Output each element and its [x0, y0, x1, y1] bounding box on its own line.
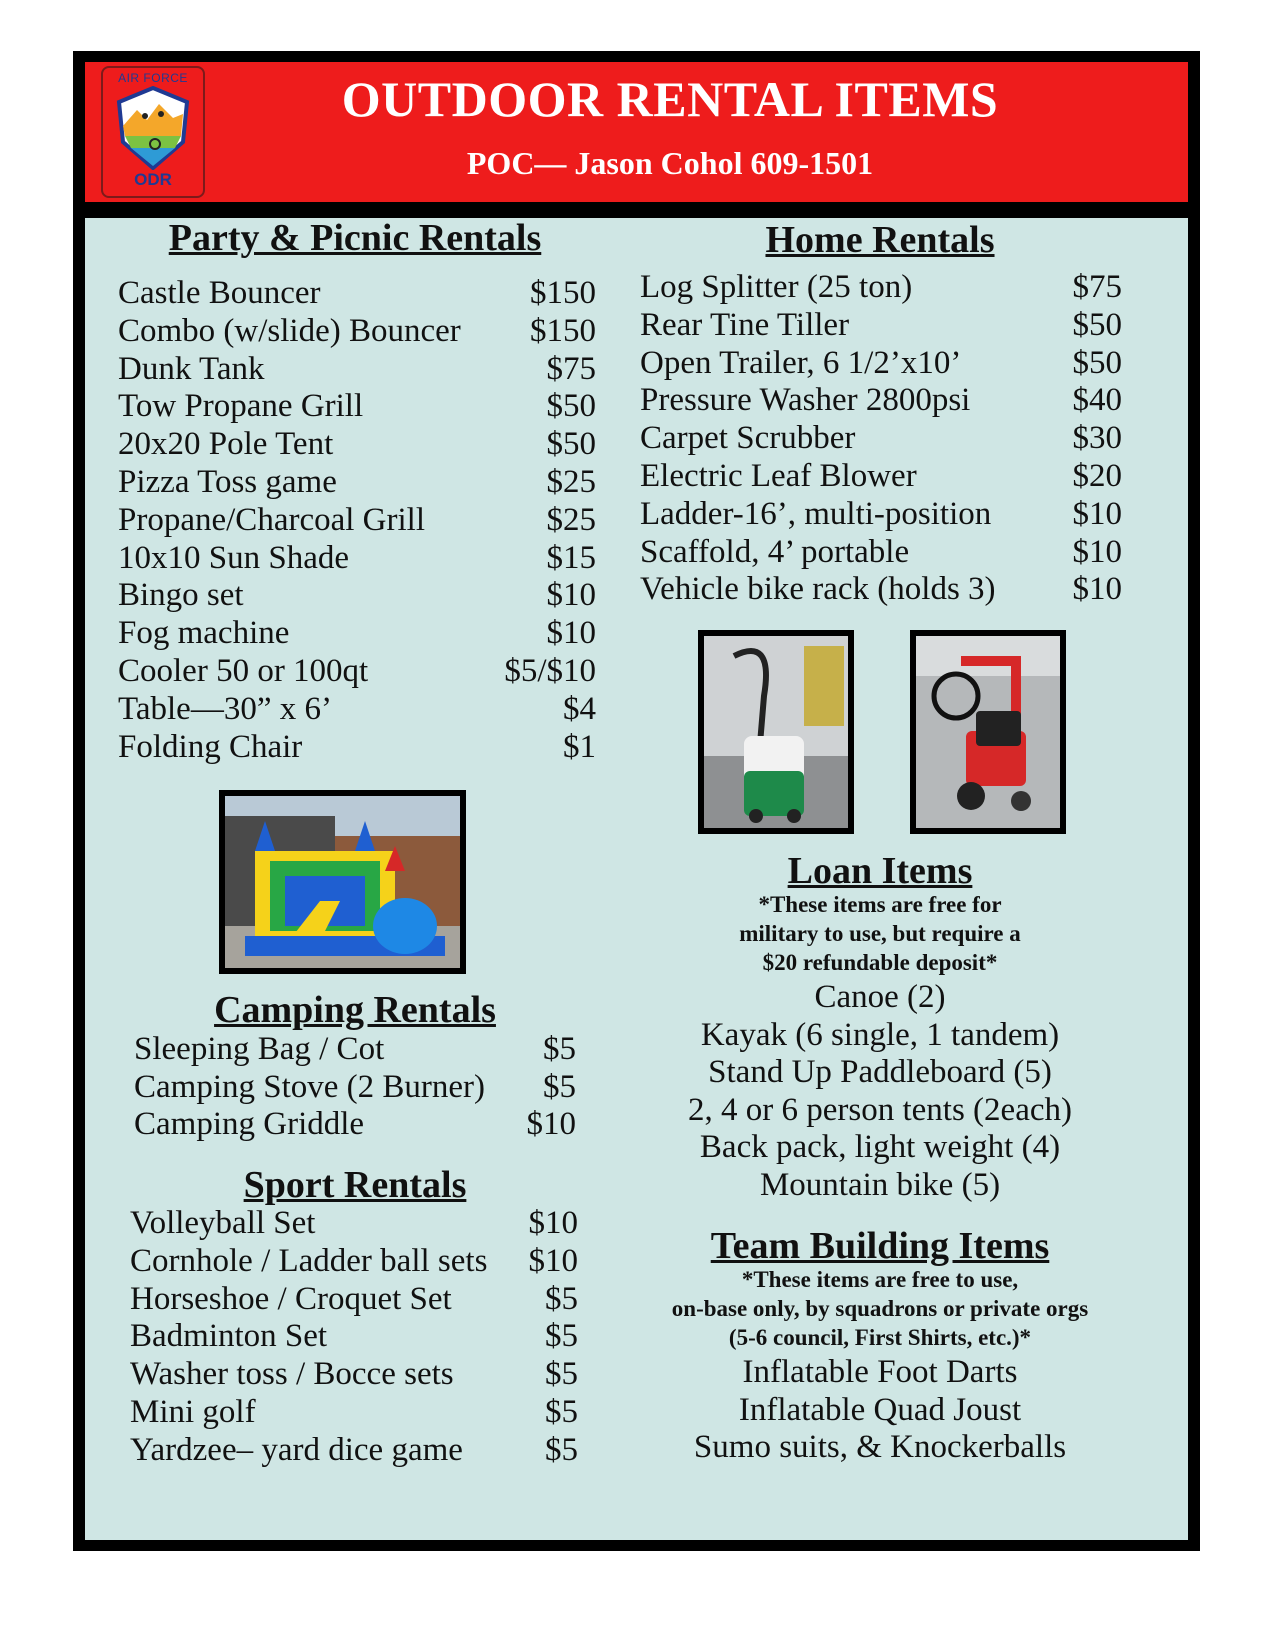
camping-item-price: $5 — [543, 1031, 576, 1067]
team-note-line: *These items are free to use, — [741, 1267, 1019, 1292]
loan-item: Canoe (2) — [814, 979, 946, 1015]
sport-item-row — [130, 1431, 578, 1470]
party-item-price: $4 — [563, 690, 596, 727]
home-item-price: $10 — [1072, 495, 1122, 532]
party-item-name: 10x10 Sun Shade — [118, 539, 349, 576]
party-item-name: Combo (w/slide) Bouncer — [118, 312, 461, 349]
camping-item-name: Camping Griddle — [134, 1106, 365, 1142]
party-item-row — [118, 728, 596, 767]
odr-logo — [101, 66, 205, 198]
party-section-title: Party & Picnic Rentals — [168, 217, 542, 259]
home-item-price: $40 — [1072, 382, 1122, 419]
party-item-row — [118, 690, 596, 729]
loan-note-line: *These items are free for — [758, 892, 1002, 917]
sport-item-price: $5 — [545, 1431, 578, 1468]
party-item-price: $10 — [546, 577, 596, 614]
party-item-name: Bingo set — [118, 577, 244, 614]
home-item-row — [640, 460, 1122, 496]
party-item-name: Dunk Tank — [118, 350, 265, 387]
home-item-name: Vehicle bike rack (holds 3) — [640, 571, 996, 608]
loan-note-line: $20 refundable deposit* — [762, 950, 998, 975]
loan-item: Back pack, light weight (4) — [699, 1129, 1061, 1166]
party-item-price: $25 — [546, 501, 596, 538]
party-item-name: Table—30” x 6’ — [118, 690, 332, 727]
sport-item-row — [130, 1242, 578, 1281]
camping-item-row — [134, 1033, 576, 1069]
sport-item-name: Cornhole / Ladder ball sets — [130, 1242, 488, 1279]
home-item-name: Pressure Washer 2800psi — [640, 382, 971, 419]
party-item-price: $1 — [563, 728, 596, 765]
party-item-price: $10 — [546, 615, 596, 652]
party-item-row — [118, 501, 596, 540]
home-item-name: Ladder-16’, multi-position — [640, 495, 992, 532]
sport-item-price: $10 — [528, 1205, 578, 1241]
home-item-price: $10 — [1072, 533, 1122, 570]
home-item-name: Carpet Scrubber — [640, 420, 856, 457]
sport-item-row — [130, 1280, 578, 1319]
home-item-name: Rear Tine Tiller — [640, 306, 850, 343]
bouncer-photo — [219, 790, 466, 974]
camping-item-price: $5 — [543, 1068, 576, 1105]
home-item-row — [640, 533, 1122, 572]
team-note-line: (5-6 council, First Shirts, etc.)* — [728, 1325, 1032, 1350]
team-note-line: on-base only, by squadrons or private orgs — [671, 1296, 1089, 1321]
sport-item-name: Badminton Set — [130, 1318, 328, 1355]
sport-item-price: $10 — [528, 1242, 578, 1279]
carpet-scrubber-photo — [698, 630, 854, 834]
sport-item-name: Horseshoe / Croquet Set — [130, 1280, 452, 1317]
party-item-row — [118, 350, 596, 389]
sport-item-name: Yardzee– yard dice game — [130, 1431, 463, 1468]
party-item-row — [118, 655, 596, 691]
party-item-name: Folding Chair — [118, 728, 303, 765]
party-item-row — [118, 277, 596, 313]
party-item-row — [118, 466, 596, 502]
home-section-title: Home Rentals — [765, 219, 995, 261]
home-item-row — [640, 573, 1122, 609]
sport-item-name: Washer toss / Bocce sets — [130, 1356, 454, 1393]
home-item-price: $75 — [1072, 269, 1122, 305]
home-item-row — [640, 344, 1122, 383]
sport-item-price: $5 — [545, 1394, 578, 1430]
home-item-price: $20 — [1072, 458, 1122, 494]
loan-item: Mountain bike (5) — [759, 1167, 1001, 1203]
camping-item-row — [134, 1108, 576, 1144]
camping-item-name: Sleeping Bag / Cot — [134, 1031, 385, 1067]
party-item-price: $75 — [546, 350, 596, 387]
home-item-row — [640, 495, 1122, 534]
team-item: Sumo suits, & Knockerballs — [693, 1429, 1067, 1466]
sport-item-price: $5 — [545, 1280, 578, 1317]
party-item-row — [118, 617, 596, 653]
party-item-name: Cooler 50 or 100qt — [118, 653, 369, 689]
poc-contact: POC— Jason Cohol 609-1501 — [466, 145, 874, 181]
camping-item-price: $10 — [526, 1106, 576, 1142]
party-item-row — [118, 390, 596, 426]
mountain-shield-icon — [115, 86, 191, 170]
party-item-row — [118, 312, 596, 351]
sport-section-title: Sport Rentals — [243, 1164, 467, 1206]
party-item-price: $25 — [546, 464, 596, 500]
loan-item: Stand Up Paddleboard (5) — [708, 1054, 1052, 1091]
party-item-row — [118, 579, 596, 615]
party-item-row — [118, 539, 596, 578]
loan-item: Kayak (6 single, 1 tandem) — [700, 1016, 1060, 1053]
pressure-washer-photo — [910, 630, 1066, 834]
home-item-name: Electric Leaf Blower — [640, 458, 917, 494]
home-item-price: $10 — [1072, 571, 1122, 608]
party-item-name: Fog machine — [118, 615, 290, 652]
home-item-row — [640, 306, 1122, 345]
party-item-price: $50 — [546, 426, 596, 463]
party-item-price: $150 — [530, 275, 596, 311]
team-item: Inflatable Quad Joust — [738, 1391, 1022, 1428]
party-item-name: 20x20 Pole Tent — [118, 426, 334, 463]
home-item-price: $50 — [1072, 344, 1122, 381]
home-item-name: Scaffold, 4’ portable — [640, 533, 910, 570]
home-item-name: Open Trailer, 6 1/2’x10’ — [640, 344, 962, 381]
logo-bottom-text: ODR — [134, 170, 172, 189]
party-item-price: $15 — [546, 539, 596, 576]
sport-item-row — [130, 1207, 578, 1243]
loan-note-line: military to use, but require a — [739, 921, 1021, 946]
sport-item-row — [130, 1396, 578, 1432]
party-item-name: Tow Propane Grill — [118, 388, 364, 425]
camping-item-name: Camping Stove (2 Burner) — [134, 1068, 486, 1105]
home-item-price: $30 — [1072, 420, 1122, 457]
party-item-name: Castle Bouncer — [118, 275, 321, 311]
party-item-name: Pizza Toss game — [118, 464, 337, 500]
sport-item-price: $5 — [545, 1318, 578, 1355]
sport-item-row — [130, 1320, 578, 1356]
sport-item-name: Mini golf — [130, 1394, 256, 1430]
home-item-row — [640, 384, 1122, 420]
sport-item-name: Volleyball Set — [130, 1205, 316, 1241]
logo-top-text: AIR FORCE — [118, 71, 188, 85]
party-item-row — [118, 428, 596, 464]
party-item-name: Propane/Charcoal Grill — [118, 501, 425, 538]
team-item: Inflatable Foot Darts — [742, 1354, 1018, 1390]
sport-item-price: $5 — [545, 1356, 578, 1393]
home-item-row — [640, 271, 1122, 307]
team-section-title: Team Building Items — [710, 1225, 1050, 1267]
party-item-price: $150 — [530, 312, 596, 349]
camping-item-row — [134, 1068, 576, 1107]
home-item-row — [640, 422, 1122, 458]
loan-item: 2, 4 or 6 person tents (2each) — [688, 1091, 1072, 1128]
loan-section-title: Loan Items — [787, 850, 973, 892]
party-item-price: $5/$10 — [504, 653, 596, 689]
home-item-price: $50 — [1072, 306, 1122, 343]
page-title: OUTDOOR RENTAL ITEMS — [341, 71, 999, 127]
home-item-name: Log Splitter (25 ton) — [640, 269, 913, 305]
sport-item-row — [130, 1358, 578, 1394]
camping-section-title: Camping Rentals — [214, 989, 496, 1031]
party-item-price: $50 — [546, 388, 596, 425]
